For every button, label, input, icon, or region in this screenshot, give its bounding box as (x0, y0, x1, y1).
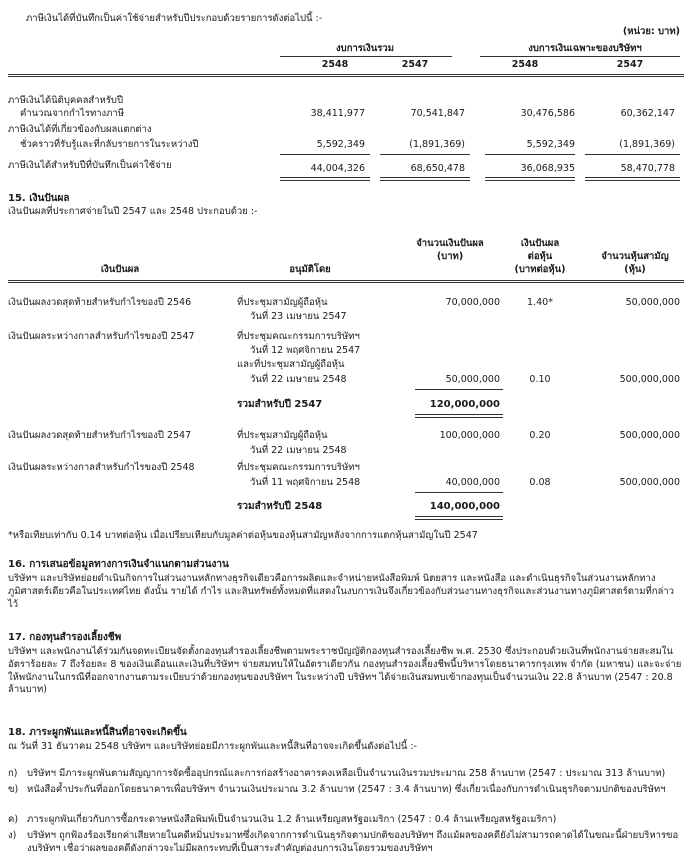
row-label: ชั่วคราวที่รับรู้และที่กลับรายการในระหว่างปี (20, 139, 199, 150)
approved-by: ที่ประชุมคณะกรรมการบริษัทฯ (237, 331, 360, 342)
dividend-name: เงินปันผลงวดสุดท้ายสำหรับกำไรของปี 2546 (8, 297, 192, 308)
section-17-body: บริษัทฯ และพนักงานได้ร่วมกันจดทะเบียนจัดตั้งกองทุนสำรองเลี้ยงชีพตามพระราชบัญญัติกองทุนสำรองเลี้ยงชีพ พ.ศ. 2530 ซึ่งประกอบด้วยเงินที่พนักงานจ่ายสะสมในอัตราร้อยละ 7 ถึงร้อยละ 8 ของเงินเดือนและเงินที่บริษัทฯ จ่ายสมทบให้ในอัตราเดียวกัน กองทุนสำรองเลี้ยงชีพนี้บริหารโดยธนาคารกรุงเทพ จำกัด (มหาชน) และจะจ่ายให้พนักงานในกรณีที่ออกจากงานตามระเบียบว่าด้วยกองทุนของบริษัทฯ ในระหว่างปี บริษัทฯ ได้จ่ายเงินสมทบเข้ากองทุนเป็นจำนวนเงิน 22.8 ล้านบาท (2547 : 20.8 ล้านบาท) (8, 646, 682, 696)
approved-by: ที่ประชุมคณะกรรมการบริษัทฯ (237, 462, 360, 473)
value-cell: 30,476,586 (520, 108, 575, 119)
dividend-per-share: 0.20 (529, 430, 551, 441)
commitment-item: บริษัทฯ มีภาระผูกพันตามสัญญาการจัดซื้ออุปกรณ์และการก่อสร้างอาคารคงเหลือเป็นจำนวนเงินรวมประมาณ 258 ล้านบาท (2547 : ประมาณ 313 ล้านบาท) (27, 768, 666, 779)
share-count: 50,000,000 (625, 297, 680, 308)
item-label: ก) (8, 768, 18, 779)
total-label: ภาษีเงินได้สำหรับปีที่บันทึกเป็นค่าใช้จ่าย (8, 160, 172, 171)
dividend-name: เงินปันผลงวดสุดท้ายสำหรับกำไรของปี 2547 (8, 430, 192, 441)
share-count: 500,000,000 (619, 374, 680, 385)
commitment-item: หนังสือค้ำประกันที่ออกโดยธนาคารเพื่อบริษัทฯ จำนวนเงินประมาณ 3.2 ล้านบาท (2547 : 3.4 ล้านบาท) ซึ่งเกี่ยวเนื่องกับการดำเนินธุรกิจตามปกติของบริษัทฯ (27, 784, 666, 795)
value-cell: 5,592,349 (316, 139, 365, 150)
dividend-name: เงินปันผลระหว่างกาลสำหรับกำไรของปี 2548 (8, 462, 195, 473)
header-consolidated: งบการเงินรวม (336, 43, 394, 54)
total-2547-label: รวมสำหรับปี 2547 (237, 399, 323, 410)
approved-date: วันที่ 12 พฤศจิกายน 2547 (250, 345, 361, 356)
approved-by: ที่ประชุมสามัญผู้ถือหุ้น (237, 297, 328, 308)
header-company: งบการเงินเฉพาะของบริษัทฯ (528, 43, 642, 54)
section-15-footnote: *หรือเทียบเท่ากับ 0.14 บาทต่อหุ้น เมื่อเปรียบเทียบกับมูลค่าต่อหุ้นของหุ้นสามัญหลังจากการแตกหุ้นสามัญในปี 2547 (8, 530, 478, 541)
total-cell: 68,650,478 (410, 163, 465, 174)
header-year: 2547 (616, 59, 644, 70)
tax-expense-intro: ภาษีเงินได้ที่บันทึกเป็นค่าใช้จ่ายสำหรับปีประกอบด้วยรายการดังต่อไปนี้ :- (26, 13, 323, 24)
approved-date: วันที่ 22 เมษายน 2548 (250, 374, 347, 385)
item-label: ข) (8, 784, 19, 795)
header-amount: จำนวนเงินปันผล (416, 238, 484, 249)
total-2548-value: 140,000,000 (429, 501, 500, 512)
header-approved: อนุมัติโดย (289, 264, 331, 275)
item-label: ง) (8, 830, 17, 841)
item-label: ค) (8, 814, 19, 825)
dividend-amount: 50,000,000 (445, 374, 500, 385)
value-cell: (1,891,369) (409, 139, 465, 150)
header-year: 2548 (511, 59, 539, 70)
total-2547-value: 120,000,000 (429, 399, 500, 410)
value-cell: 60,362,147 (620, 108, 675, 119)
value-cell: 38,411,977 (310, 108, 365, 119)
section-16-body: บริษัทฯ และบริษัทย่อยดำเนินกิจการในส่วนงานหลักทางธุรกิจเดียวคือการผลิตและจำหน่ายหนังสือพิมพ์ นิตยสาร และหนังสือ และดำเนินธุรกิจในส่วนงานหลักทางภูมิศาสตร์เดียวคือในประเทศไทย ดังนั้น รายได้ กำไร และสินทรัพย์ทั้งหมดที่แสดงในงบการเงินจึงเกี่ยวข้องกับส่วนงานทางธุรกิจและส่วนงานทางภูมิศาสตร์ตามที่กล่าวไว้ (8, 573, 675, 610)
value-cell: (1,891,369) (619, 139, 675, 150)
approved-by: ที่ประชุมสามัญผู้ถือหุ้น (237, 430, 328, 441)
unit-label: (หน่วย: บาท) (622, 26, 680, 37)
section-15-intro: เงินปันผลที่ประกาศจ่ายในปี 2547 และ 2548 ประกอบด้วย :- (8, 206, 258, 217)
approved-date: วันที่ 11 พฤศจิกายน 2548 (250, 477, 361, 488)
section-17-title: 17. กองทุนสำรองเลี้ยงชีพ (8, 632, 122, 643)
row-label: ภาษีเงินได้ที่เกี่ยวข้องกับผลแตกต่าง (8, 124, 152, 135)
total-2548-label: รวมสำหรับปี 2548 (237, 501, 323, 512)
value-cell: 5,592,349 (526, 139, 575, 150)
total-cell: 36,068,935 (520, 163, 575, 174)
dividend-per-share: 0.10 (529, 374, 551, 385)
header-pershare: (บาทต่อหุ้น) (514, 264, 566, 275)
commitment-item: ภาระผูกพันเกี่ยวกับการซื้อกระดาษหนังสือพิมพ์เป็นจำนวนเงิน 1.2 ล้านเหรียญสหรัฐอเมริกา (2547 : 0.4 ล้านเหรียญสหรัฐอเมริกา) (27, 814, 557, 825)
total-cell: 44,004,326 (310, 163, 365, 174)
header-pershare: ต่อหุ้น (527, 251, 553, 262)
share-count: 500,000,000 (619, 430, 680, 441)
dividend-amount: 100,000,000 (439, 430, 500, 441)
header-dividend: เงินปันผล (100, 264, 140, 275)
row-label: คำนวณจากกำไรทางภาษี (20, 108, 125, 119)
section-18-title: 18. ภาระผูกพันและหนี้สินที่อาจจะเกิดขึ้น (8, 727, 187, 738)
dividend-name: เงินปันผลระหว่างกาลสำหรับกำไรของปี 2547 (8, 331, 195, 342)
header-amount: (บาท) (436, 251, 464, 262)
section-15-title: 15. เงินปันผล (8, 193, 70, 204)
dividend-amount: 70,000,000 (445, 297, 500, 308)
approved-date: วันที่ 23 เมษายน 2547 (250, 311, 347, 322)
total-cell: 58,470,778 (620, 163, 675, 174)
header-shares: จำนวนหุ้นสามัญ (601, 251, 669, 262)
header-shares: (หุ้น) (624, 264, 646, 275)
header-year: 2548 (321, 59, 349, 70)
header-year: 2547 (401, 59, 429, 70)
dividend-amount: 40,000,000 (445, 477, 500, 488)
share-count: 500,000,000 (619, 477, 680, 488)
dividend-per-share: 1.40* (527, 297, 553, 308)
row-label: ภาษีเงินได้นิติบุคคลสำหรับปี (8, 95, 123, 106)
header-pershare: เงินปันผล (520, 238, 560, 249)
dividend-per-share: 0.08 (529, 477, 551, 488)
section-16-title: 16. การเสนอข้อมูลทางการเงินจำแนกตามส่วนงาน (8, 559, 229, 570)
section-18-intro: ณ วันที่ 31 ธันวาคม 2548 บริษัทฯ และบริษัทย่อยมีภาระผูกพันและหนี้สินที่อาจจะเกิดขึ้นดังต่อไปนี้ :- (8, 741, 417, 752)
value-cell: 70,541,847 (410, 108, 465, 119)
approved-date: วันที่ 22 เมษายน 2548 (250, 445, 347, 456)
commitment-item: บริษัทฯ ถูกฟ้องร้องเรียกค่าเสียหายในคดีหมิ่นประมาทซึ่งเกิดจากการดำเนินธุรกิจตามปกติของบริษัทฯ ถึงแม้ผลของคดียังไม่สามารถคาดได้ในขณะนี้ฝ่ายบริหารของบริษัทฯ เชื่อว่าผลของคดีดังกล่าวจะไม่มีผลกระทบที่เป็นสาระสำคัญต่องบการเงินโดยรวมของบริษัทฯ (27, 830, 679, 854)
approved-by: และที่ประชุมสามัญผู้ถือหุ้น (237, 359, 345, 370)
